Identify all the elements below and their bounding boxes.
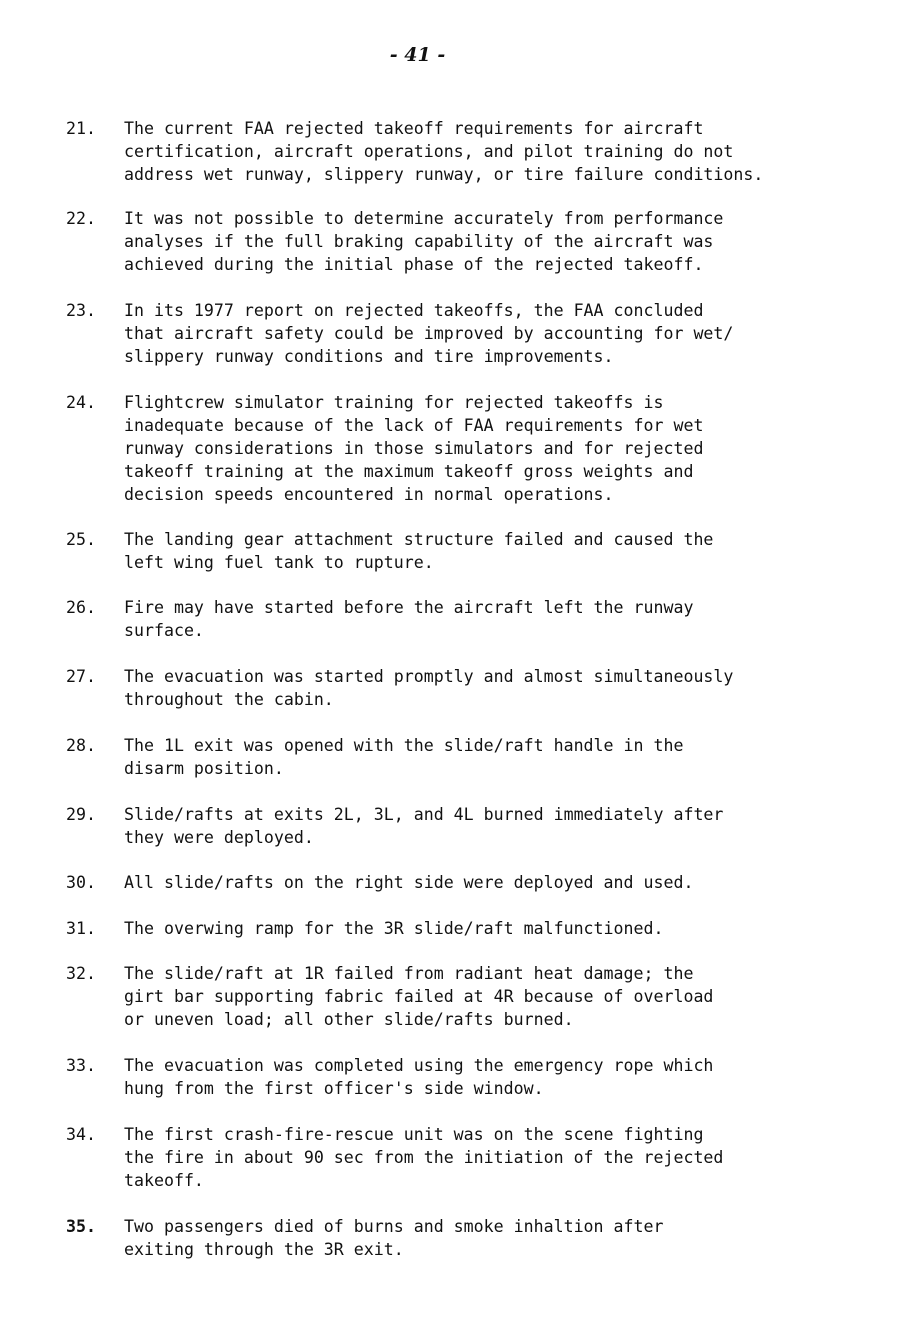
finding-text-line: The evacuation was started promptly and almost simultaneously [124, 667, 734, 686]
finding-text-line: they were deployed. [124, 828, 314, 847]
finding-number: 21. [66, 119, 96, 138]
finding-text-line: left wing fuel tank to rupture. [124, 553, 434, 572]
finding-number: 26. [66, 598, 96, 617]
finding-number: 27. [66, 667, 96, 686]
finding-text-line: achieved during the initial phase of the rejected takeoff. [124, 255, 704, 274]
finding-number: 25. [66, 530, 96, 549]
finding-text-line: takeoff. [124, 1171, 204, 1190]
finding-text [124, 1054, 894, 1100]
finding-text [124, 596, 894, 642]
finding-text [124, 1215, 894, 1261]
finding-text-line: analyses if the full braking capability of the aircraft was [124, 232, 714, 251]
finding-text-line: Slide/rafts at exits 2L, 3L, and 4L burned immediately after [124, 805, 724, 824]
finding-text-line: Two passengers died of burns and smoke inhaltion after [124, 1217, 664, 1236]
finding-text [124, 528, 894, 574]
finding-text-line: exiting through the 3R exit. [124, 1240, 404, 1259]
finding-text-line: The evacuation was completed using the emergency rope which [124, 1056, 714, 1075]
finding-text-line: slippery runway conditions and tire improvements. [124, 347, 614, 366]
finding-text-line: The current FAA rejected takeoff requirements for aircraft [124, 119, 704, 138]
finding-text-line: throughout the cabin. [124, 690, 334, 709]
page-number: - 41 - [389, 44, 446, 66]
finding-number: 28. [66, 736, 96, 755]
finding-text-line: girt bar supporting fabric failed at 4R because of overload [124, 987, 714, 1006]
finding-text-line: surface. [124, 621, 204, 640]
finding-text [124, 734, 894, 780]
finding-text-line: In its 1977 report on rejected takeoffs, the FAA concluded [124, 301, 704, 320]
finding-text-line: inadequate because of the lack of FAA requirements for wet [124, 416, 704, 435]
finding-text [124, 299, 894, 368]
finding-text-line: hung from the first officer's side window. [124, 1079, 544, 1098]
finding-text [124, 391, 894, 506]
finding-number: 31. [66, 919, 96, 938]
finding-text-line: The landing gear attachment structure failed and caused the [124, 530, 714, 549]
finding-text-line: The first crash-fire-rescue unit was on the scene fighting [124, 1125, 704, 1144]
finding-text-line: The 1L exit was opened with the slide/raft handle in the [124, 736, 684, 755]
finding-text-line: runway considerations in those simulators and for rejected [124, 439, 704, 458]
finding-text [124, 207, 894, 276]
finding-number: 24. [66, 393, 96, 412]
finding-text-line: certification, aircraft operations, and pilot training do not [124, 142, 734, 161]
finding-text [124, 665, 894, 711]
finding-text [124, 917, 894, 940]
finding-number: 29. [66, 805, 96, 824]
finding-text-line: Fire may have started before the aircraft left the runway [124, 598, 694, 617]
finding-number: 33. [66, 1056, 96, 1075]
finding-number: 23. [66, 301, 96, 320]
finding-number: 35. [66, 1217, 96, 1236]
finding-text-line: The overwing ramp for the 3R slide/raft malfunctioned. [124, 919, 664, 938]
finding-text [124, 871, 894, 894]
finding-text [124, 117, 894, 186]
finding-text-line: All slide/rafts on the right side were deployed and used. [124, 873, 694, 892]
finding-text [124, 803, 894, 849]
finding-text-line: that aircraft safety could be improved by accounting for wet/ [124, 324, 734, 343]
finding-text-line: takeoff training at the maximum takeoff gross weights and [124, 462, 694, 481]
finding-number: 22. [66, 209, 96, 228]
finding-text-line: It was not possible to determine accurately from performance [124, 209, 724, 228]
finding-text [124, 962, 894, 1031]
finding-text-line: decision speeds encountered in normal operations. [124, 485, 614, 504]
finding-number: 34. [66, 1125, 96, 1144]
finding-number: 30. [66, 873, 96, 892]
finding-text-line: Flightcrew simulator training for rejected takeoffs is [124, 393, 664, 412]
finding-text-line: disarm position. [124, 759, 284, 778]
finding-text-line: address wet runway, slippery runway, or tire failure conditions. [124, 165, 764, 184]
finding-text-line: The slide/raft at 1R failed from radiant heat damage; the [124, 964, 694, 983]
finding-text-line: or uneven load; all other slide/rafts burned. [124, 1010, 574, 1029]
finding-number: 32. [66, 964, 96, 983]
finding-text [124, 1123, 894, 1192]
finding-text-line: the fire in about 90 sec from the initiation of the rejected [124, 1148, 724, 1167]
